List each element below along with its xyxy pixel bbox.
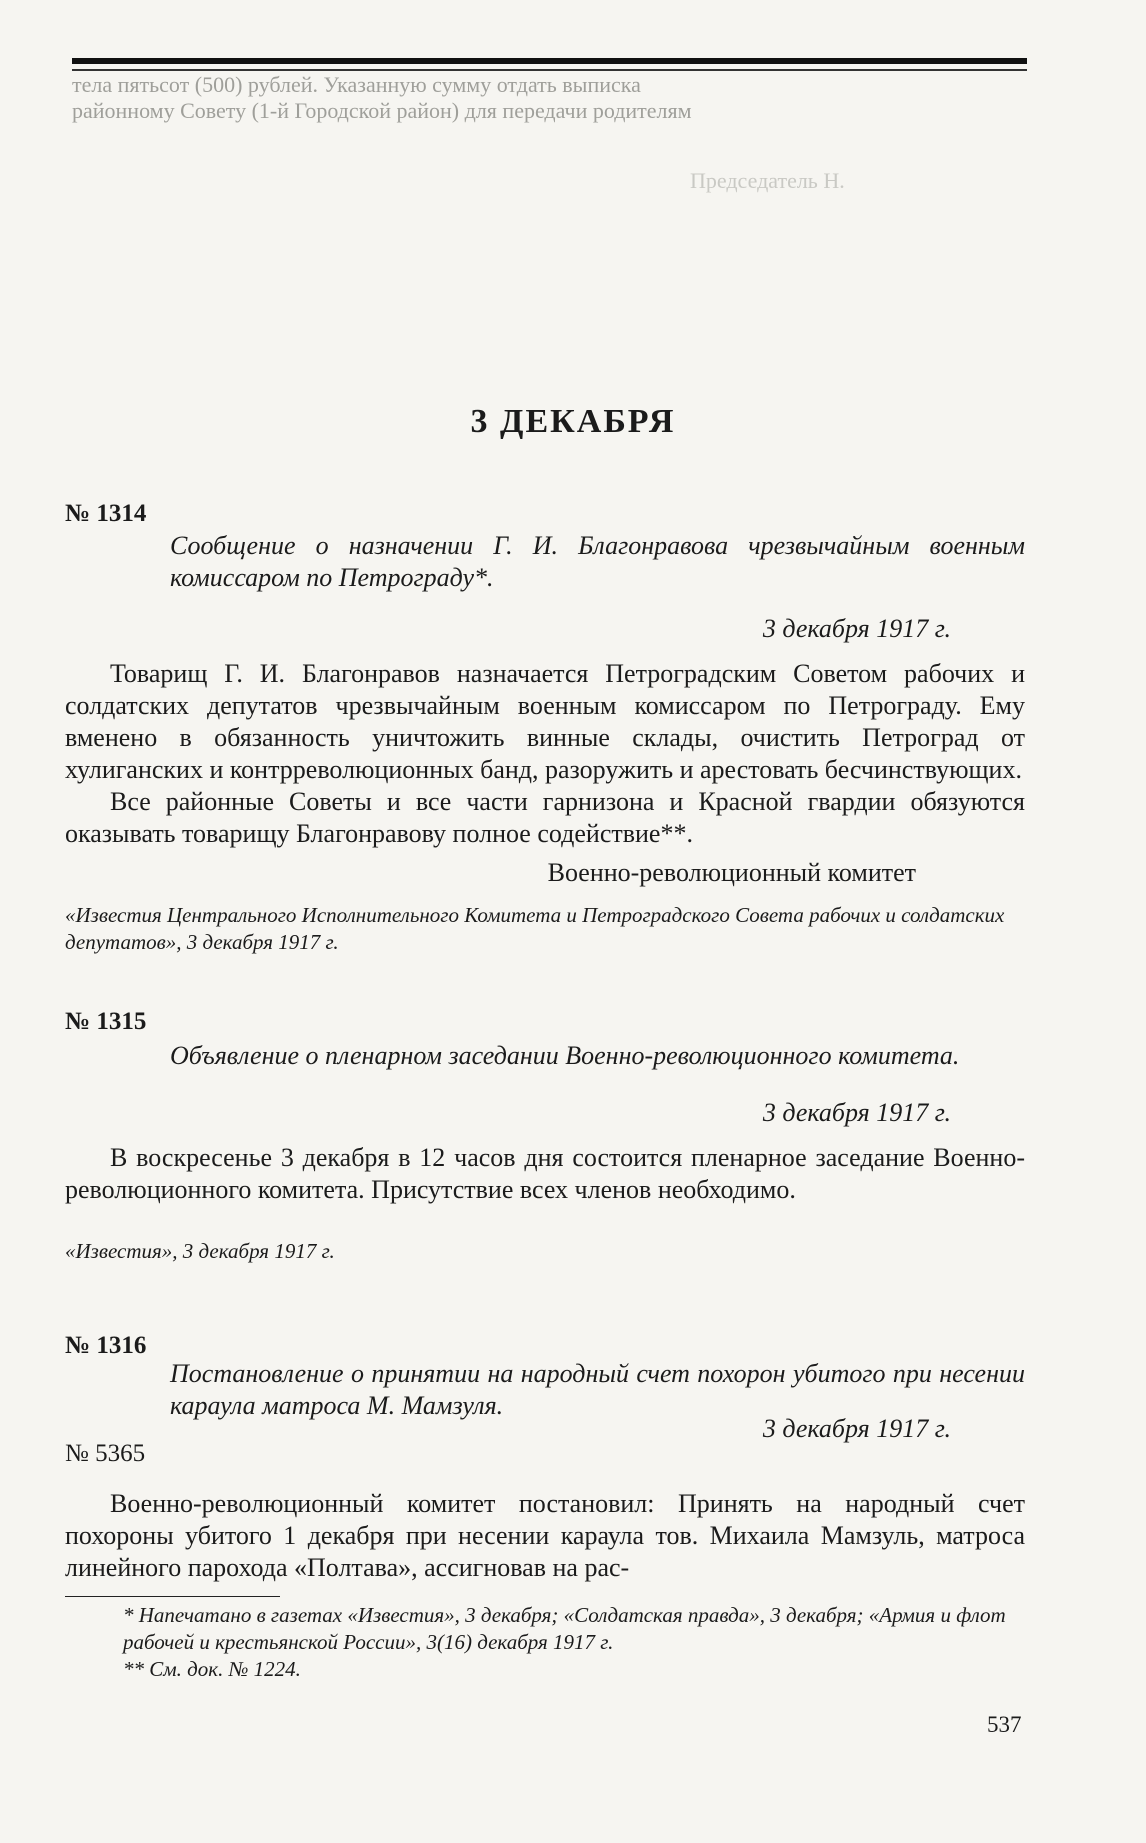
footnote-2: ** См. док. № 1224.	[123, 1657, 301, 1681]
doc-1315-paragraph-1: В воскресенье 3 декабря в 12 часов дня состоится пленарное заседание Военно-революционного комитета. Присутствие всех членов необходимо.	[65, 1143, 1025, 1204]
footnote-1: * Напечатано в газетах «Известия», 3 декабря; «Солдатская правда», 3 декабря; «Армия и флот рабочей и крестьянской России», 3(16) декабря 1917 г.	[123, 1603, 1006, 1654]
page-number: 537	[987, 1712, 1022, 1737]
doc-1316-archive-number: № 5365	[65, 1440, 146, 1467]
doc-1316-title: Постановление о принятии на народный счет похорон убитого при несении караула матроса М. Мамзуля.	[170, 1359, 1025, 1420]
doc-1316-date: 3 декабря 1917 г.	[762, 1414, 951, 1443]
doc-1314-title: Сообщение о назначении Г. И. Благонравова чрезвычайным военным комиссаром по Петрограду*.	[170, 531, 1025, 592]
footnote-rule	[65, 1596, 280, 1597]
doc-1315-number: № 1315	[65, 1008, 147, 1035]
top-rule	[72, 58, 1027, 64]
doc-1315-date: 3 декабря 1917 г.	[762, 1098, 951, 1127]
doc-1314-number: № 1314	[65, 500, 147, 527]
bleed-through-line-2: районному Совету (1-й Городской район) для передачи родителям	[72, 98, 692, 123]
doc-1315-body	[65, 1142, 1025, 1206]
bleed-through-line-3: Председатель Н.	[690, 168, 845, 193]
page-heading: 3 ДЕКАБРЯ	[470, 403, 676, 440]
doc-1314-signature: Военно-революционный комитет	[547, 858, 916, 887]
doc-1315-title: Объявление о пленарном заседании Военно-революционного комитета.	[170, 1041, 960, 1070]
doc-1316-body	[65, 1488, 1025, 1584]
doc-1314-paragraph-2: Все районные Советы и все части гарнизона и Красной гвардии обязуются оказывать товарищу Благонравову полное содействие**.	[65, 787, 1025, 848]
doc-1316-paragraph-1: Военно-революционный комитет постановил: Принять на народный счет похороны убитого 1 декабря при несении караула тов. Михаила Мамзуль, матроса линейного парохода «Полтава», ассигновав на рас-	[65, 1489, 1025, 1582]
doc-1315-source: «Известия», 3 декабря 1917 г.	[65, 1239, 335, 1263]
doc-1314-body	[65, 658, 1025, 850]
bleed-through-line-1: тела пятьсот (500) рублей. Указанную сумму отдать выписка	[72, 72, 641, 97]
footnotes	[65, 1602, 1025, 1683]
doc-1314-date: 3 декабря 1917 г.	[762, 614, 951, 643]
top-rule-thin	[72, 69, 1027, 71]
doc-1314-source: «Известия Центрального Исполнительного Комитета и Петроградского Совета рабочих и солдатских депутатов», 3 декабря 1917 г.	[65, 903, 1005, 954]
doc-1314-paragraph-1: Товарищ Г. И. Благонравов назначается Петроградским Советом рабочих и солдатских депутатов чрезвычайным военным комиссаром по Петрограду. Ему вменено в обязанность уничтожить винные склады, очистить Петроград от хулиганских и контрреволюционных банд, разоружить и арестовать бесчинствующих.	[65, 659, 1025, 784]
doc-1316-number: № 1316	[65, 1332, 147, 1359]
